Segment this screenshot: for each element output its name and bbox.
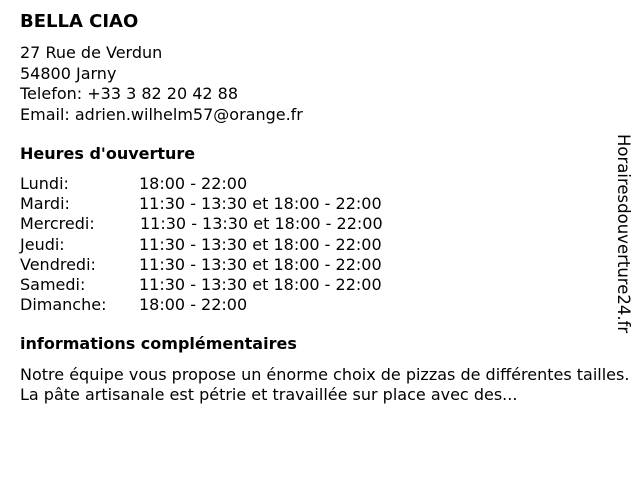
hours-day: Mardi: xyxy=(20,194,70,214)
hours-time: 18:00 - 22:00 xyxy=(139,174,248,193)
address-street: 27 Rue de Verdun xyxy=(20,43,163,62)
address-city: 54800 Jarny xyxy=(20,63,117,83)
hours-row-mercredi xyxy=(20,214,440,234)
hours-row-samedi xyxy=(20,275,440,295)
opening-hours-heading: Heures d'ouverture xyxy=(20,144,196,163)
opening-hours-table xyxy=(20,174,440,315)
hours-row-lundi xyxy=(20,174,440,194)
hours-time: 11:30 - 13:30 et 18:00 - 22:00 xyxy=(139,194,382,214)
hours-time: 11:30 - 13:30 et 18:00 - 22:00 xyxy=(139,274,382,294)
hours-day: Vendredi: xyxy=(20,254,96,274)
hours-time: 11:30 - 13:30 et 18:00 - 22:00 xyxy=(139,254,382,274)
additional-info-heading: informations complémentaires xyxy=(20,334,297,353)
business-name: BELLA CIAO xyxy=(20,11,139,32)
hours-day: Mercredi: xyxy=(20,214,95,234)
hours-row-dimanche xyxy=(20,295,440,315)
contact-block xyxy=(20,43,303,125)
email-address: Email: adrien.wilhelm57@orange.fr xyxy=(20,104,303,124)
phone-number: Telefon: +33 3 82 20 42 88 xyxy=(20,84,239,103)
hours-row-mardi xyxy=(20,194,440,214)
hours-row-jeudi xyxy=(20,235,440,255)
hours-time: 18:00 - 22:00 xyxy=(139,295,248,315)
hours-day: Dimanche: xyxy=(20,295,107,315)
hours-time: 11:30 - 13:30 et 18:00 - 22:00 xyxy=(140,214,383,234)
hours-row-vendredi xyxy=(20,255,440,275)
hours-day: Lundi: xyxy=(20,174,69,193)
watermark-text: Horairesdouverture24.fr xyxy=(614,134,633,334)
hours-day: Jeudi: xyxy=(20,234,65,254)
hours-time: 11:30 - 13:30 et 18:00 - 22:00 xyxy=(139,234,382,254)
business-description: Notre équipe vous propose un énorme choix de pizzas de différentes tailles. La pâte artisanale est pétrie et travaillée sur place avec des... xyxy=(20,365,630,404)
site-watermark xyxy=(611,134,635,344)
hours-day: Samedi: xyxy=(20,274,86,294)
